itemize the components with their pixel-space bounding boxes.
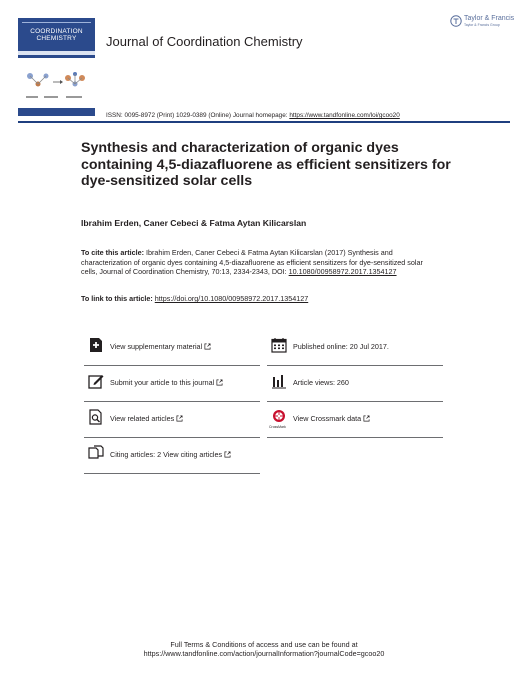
submit-article-link[interactable] — [84, 367, 260, 402]
cover-rule — [22, 22, 91, 23]
crossmark-label: View Crossmark data — [293, 414, 362, 423]
related-label: View related articles — [110, 414, 175, 423]
article-title: Synthesis and characterization of organic dyes containing 4,5-diazafluorene as efficient sensitizers for dye-sensitized solar cells — [81, 140, 451, 190]
crossmark-icon — [271, 409, 287, 425]
journal-cover-thumbnail — [18, 18, 95, 116]
crossmark-link[interactable] — [267, 403, 443, 438]
external-link-icon — [224, 451, 231, 458]
calendar-icon — [271, 337, 287, 353]
issn-text: ISSN: 0095-8972 (Print) 1029-0389 (Online) Journal homepage: — [106, 112, 290, 119]
citing-articles-link[interactable] — [84, 439, 260, 474]
journal-homepage-link[interactable]: https://www.tandfonline.com/loi/gcoo20 — [289, 112, 400, 119]
crossmark-logo-text: CrossMark — [269, 425, 286, 429]
published-label: Published online: 20 Jul 2017. — [293, 342, 389, 351]
footer-terms-line: Full Terms & Conditions of access and use can be found at — [170, 640, 358, 649]
edit-pencil-icon — [88, 373, 104, 389]
cover-title: COORDINATION CHEMISTRY — [30, 28, 83, 42]
journal-title[interactable]: Journal of Coordination Chemistry — [106, 34, 303, 49]
bar-chart-icon — [271, 373, 287, 389]
cite-doi-link[interactable]: 10.1080/00958972.2017.1354127 — [288, 267, 397, 277]
views-label: Article views: 260 — [293, 378, 349, 387]
publisher-subname: Taylor & Francis Group — [464, 23, 500, 27]
external-link-icon — [204, 343, 211, 350]
cite-label: To cite this article: — [81, 248, 146, 257]
article-doi-link[interactable]: https://doi.org/10.1080/00958972.2017.1354127 — [154, 294, 309, 303]
page-footer — [0, 640, 528, 659]
supplementary-label: View supplementary material — [110, 342, 203, 351]
taylor-francis-icon — [450, 15, 462, 27]
publisher-name: Taylor & Francis — [464, 15, 515, 22]
footer-terms-link[interactable]: https://www.tandfonline.com/action/journalInformation?journalCode=gcoo20 — [143, 649, 385, 659]
citation-block — [81, 248, 431, 277]
article-link-line — [81, 294, 308, 303]
publisher-logo[interactable] — [450, 14, 514, 32]
supplementary-material-link[interactable] — [84, 331, 260, 366]
article-views-info — [267, 367, 443, 402]
citing-documents-icon — [88, 445, 104, 461]
cite-text: Ibrahim Erden, Caner Cebeci & Fatma Aytan Kilicarslan (2017) Synthesis and characterization of organic dyes containing 4,5-diazafluorene as efficient sensitizers for dye-sensitized solar cells, Journal of Coordination Chemistry, 70:13, 2334-2343, DOI: — [81, 248, 423, 277]
related-search-icon — [88, 409, 104, 425]
submit-label: Submit your article to this journal — [110, 378, 215, 387]
published-online-info — [267, 331, 443, 366]
external-link-icon — [363, 415, 370, 422]
header-divider — [18, 121, 510, 123]
link-label: To link to this article: — [81, 294, 155, 303]
cover-subtitle-strip — [18, 51, 95, 55]
external-link-icon — [176, 415, 183, 422]
external-link-icon — [216, 379, 223, 386]
article-authors: Ibrahim Erden, Caner Cebeci & Fatma Aytan Kilicarslan — [81, 218, 307, 228]
citing-label: Citing articles: 2 View citing articles — [110, 450, 223, 459]
related-articles-link[interactable] — [84, 403, 260, 438]
issn-line — [106, 112, 400, 119]
plus-document-icon — [88, 337, 104, 353]
cover-banner — [18, 18, 95, 58]
cover-footer-band — [18, 108, 95, 116]
cover-molecule-illustration — [20, 64, 93, 106]
